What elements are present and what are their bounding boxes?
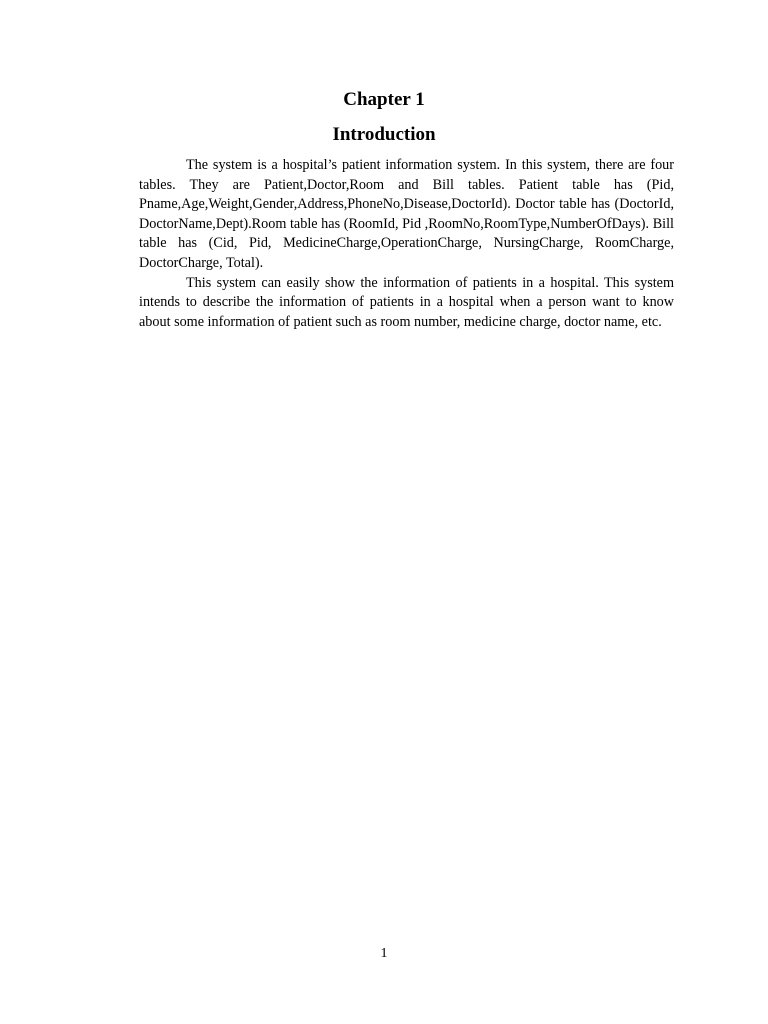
paragraph: This system can easily show the information of patients in a hospital. This system intends to describe the information of patients in a hospital when a person want to know about some information of patient such as room number, medicine charge, doctor name, etc. <box>139 274 674 330</box>
chapter-label: Chapter 1 <box>343 89 425 110</box>
chapter-title: Introduction <box>332 124 436 145</box>
body-text <box>139 156 674 332</box>
page-number: 1 <box>380 946 388 961</box>
paragraph: The system is a hospital’s patient information system. In this system, there are four tables. They are Patient,Doctor,Room and Bill tables. Patient table has (Pid, Pname,Age,Weight,Gender,Address,PhoneNo,Disease,DoctorId). Doctor table has (DoctorId, DoctorName,Dept).Room table has (RoomId, Pid ,RoomNo,RoomType,NumberOfDays). Bill table has (Cid, Pid, MedicineCharge,OperationCharge, NursingCharge, RoomCharge, DoctorCharge, Total). <box>139 157 674 271</box>
